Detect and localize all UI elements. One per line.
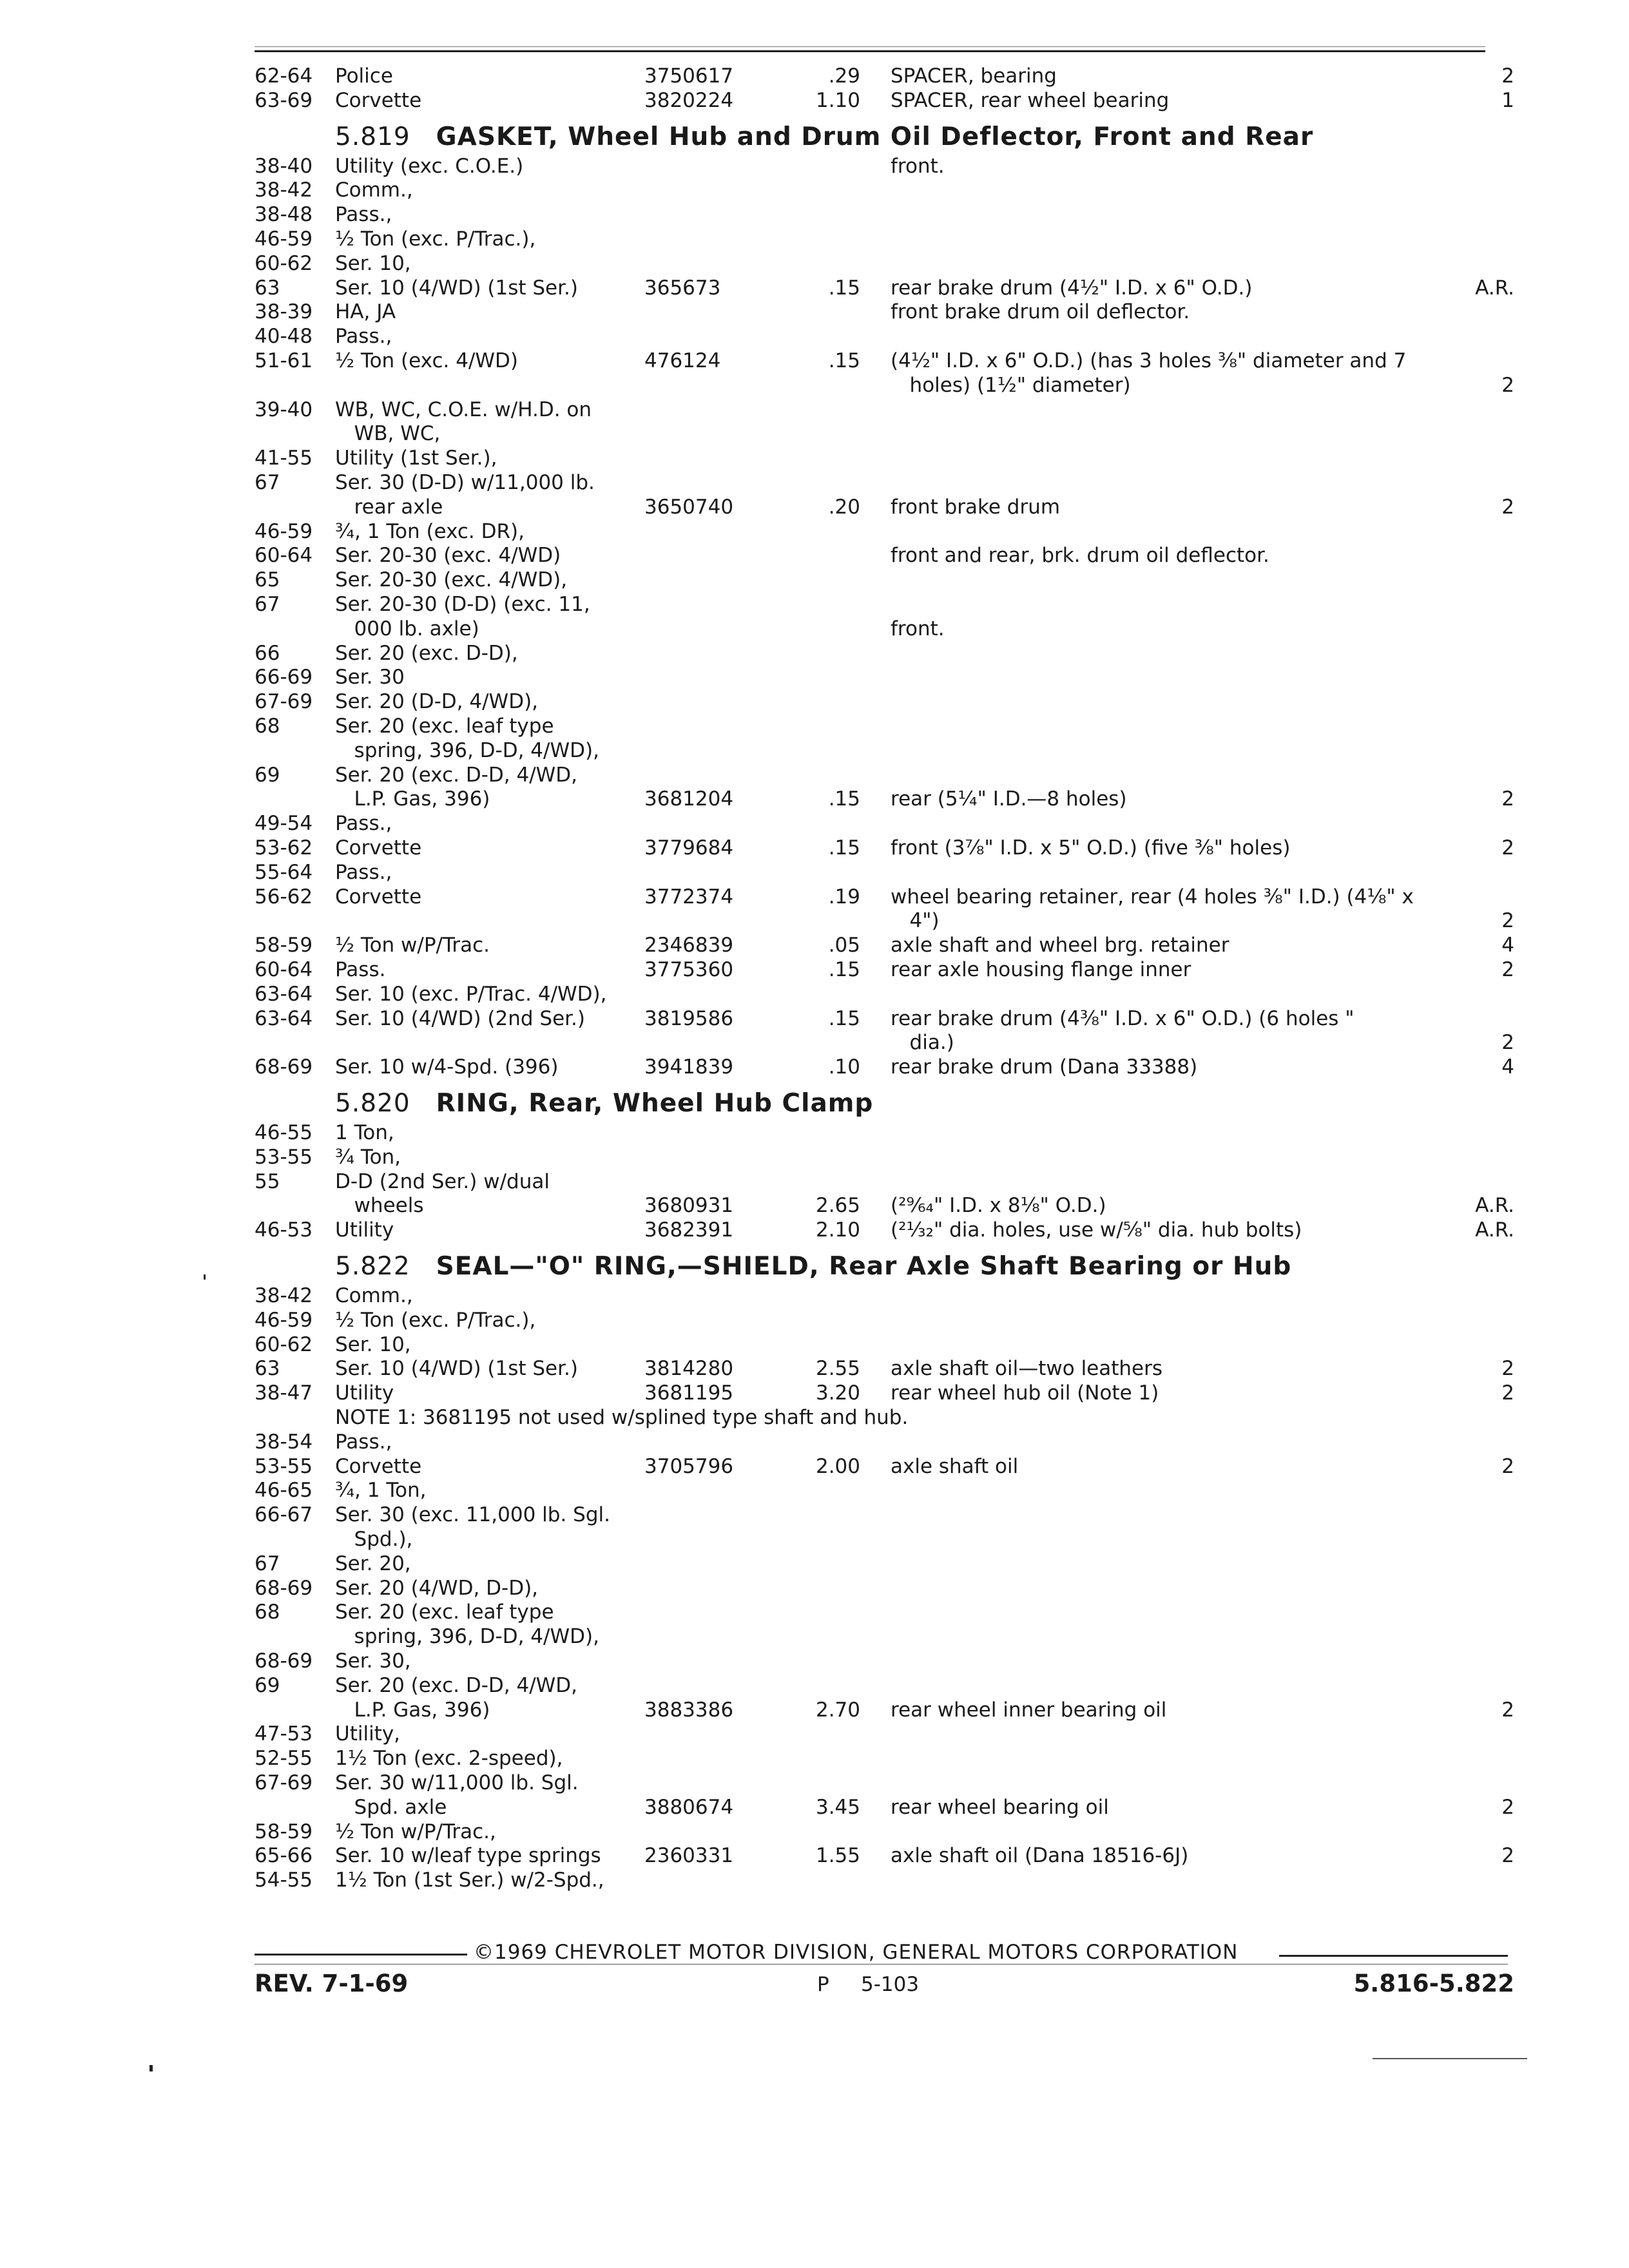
part-description: SPACER, rear wheel bearing <box>891 88 1170 112</box>
model-years: 55-64 <box>255 860 313 884</box>
model-years: 46-65 <box>255 1479 313 1503</box>
part-number: 3883386 <box>644 1698 734 1722</box>
section-heading <box>335 121 1313 153</box>
part-description: rear axle housing flange inner <box>891 958 1191 981</box>
model-years: 46-59 <box>255 1308 313 1332</box>
quantity: A.R. <box>1475 1218 1514 1242</box>
model-application: Utility <box>335 1381 394 1405</box>
model-application: Comm., <box>335 178 413 202</box>
model-years: 56-62 <box>255 885 313 908</box>
model-application: Ser. 30 (exc. 11,000 lb. Sgl. <box>335 1503 610 1527</box>
model-years: 38-54 <box>255 1430 313 1454</box>
model-application: Pass., <box>335 203 392 227</box>
model-application: Ser. 20 (exc. D-D, 4/WD, <box>335 1673 578 1697</box>
model-application: ¾, 1 Ton, <box>335 1479 427 1503</box>
quantity: A.R. <box>1475 276 1514 300</box>
model-application: 1 Ton, <box>335 1121 394 1144</box>
model-application: Ser. 10 (4/WD) (1st Ser.) <box>335 276 578 300</box>
model-application: ½ Ton w/P/Trac. <box>335 934 490 957</box>
part-number: 3814280 <box>644 1357 734 1381</box>
model-application: Ser. 20 (D-D, 4/WD), <box>335 690 539 714</box>
model-application: Utility <box>335 1218 394 1242</box>
model-application: Ser. 30 (D-D) w/11,000 lb. <box>335 471 595 494</box>
part-number: 3820224 <box>644 88 734 112</box>
model-years: 46-59 <box>255 519 313 543</box>
model-application: WB, WC, C.O.E. w/H.D. on <box>335 398 592 421</box>
model-application: Corvette <box>335 88 422 112</box>
model-application: Ser. 20-30 (D-D) (exc. 11, <box>335 593 590 616</box>
part-number: 3681195 <box>644 1381 734 1405</box>
model-application: Ser. 30 w/11,000 lb. Sgl. <box>335 1771 579 1794</box>
section-number: 5.819 <box>335 122 410 151</box>
model-application: Pass., <box>335 1430 392 1454</box>
model-application: ½ Ton w/P/Trac., <box>335 1820 496 1843</box>
model-application: Ser. 20 (exc. D-D), <box>335 641 518 665</box>
list-price: 2.55 <box>815 1357 860 1381</box>
list-price: .05 <box>828 934 860 957</box>
model-application: Utility, <box>335 1722 401 1746</box>
model-years: 38-42 <box>255 1284 313 1307</box>
part-number: 3880674 <box>644 1795 734 1819</box>
quantity: 2 <box>1501 1795 1514 1819</box>
part-description: holes) (1½" diameter) <box>891 373 1131 397</box>
model-application: ½ Ton (exc. P/Trac.), <box>335 227 536 251</box>
model-application: Spd.), <box>335 1528 413 1551</box>
part-description: rear brake drum (4½" I.D. x 6" O.D.) <box>891 276 1253 300</box>
list-price: .10 <box>828 1055 860 1079</box>
part-number: 2360331 <box>644 1844 734 1868</box>
model-application: L.P. Gas, 396) <box>335 1698 490 1722</box>
model-years: 67-69 <box>255 1771 313 1794</box>
list-price: .15 <box>828 276 860 300</box>
list-price: 1.55 <box>815 1844 860 1868</box>
model-application: Ser. 20-30 (exc. 4/WD) <box>335 544 561 568</box>
model-years: 58-59 <box>255 934 313 957</box>
section-heading <box>335 1088 873 1120</box>
model-years: 51-61 <box>255 349 313 372</box>
part-description: (²⁹⁄₆₄" I.D. x 8⅛" O.D.) <box>891 1194 1106 1218</box>
part-number: 3705796 <box>644 1454 734 1478</box>
part-description: rear wheel inner bearing oil <box>891 1698 1167 1722</box>
part-description: rear brake drum (4⅜" I.D. x 6" O.D.) (6 holes " <box>891 1006 1354 1030</box>
quantity: 2 <box>1501 1698 1514 1722</box>
model-application: ½ Ton (exc. 4/WD) <box>335 349 518 372</box>
list-price: .15 <box>828 1006 860 1030</box>
model-application: Corvette <box>335 885 422 908</box>
model-years: 38-47 <box>255 1381 313 1405</box>
model-application: Pass., <box>335 860 392 884</box>
part-number: 365673 <box>644 276 721 300</box>
quantity: 1 <box>1501 88 1514 112</box>
model-years: 58-59 <box>255 1820 313 1843</box>
revision-date: REV. 7-1-69 <box>255 1970 409 1997</box>
model-years: 38-48 <box>255 203 313 227</box>
model-application: WB, WC, <box>335 422 441 446</box>
quantity: 2 <box>1501 787 1514 811</box>
model-application: rear axle <box>335 495 443 519</box>
model-years: 38-42 <box>255 178 313 202</box>
model-years: 52-55 <box>255 1747 313 1771</box>
model-application: 000 lb. axle) <box>335 617 479 640</box>
page-letter: P <box>817 1973 829 1996</box>
section-number: 5.820 <box>335 1089 410 1118</box>
page-number <box>817 1970 919 1999</box>
model-years: 46-59 <box>255 227 313 251</box>
quantity: 2 <box>1501 495 1514 519</box>
part-description: front. <box>891 617 945 640</box>
model-years: 68-69 <box>255 1576 313 1600</box>
model-years: 60-64 <box>255 544 313 568</box>
model-application: Ser. 10 (exc. P/Trac. 4/WD), <box>335 982 607 1006</box>
model-years: 60-64 <box>255 958 313 981</box>
list-price: 2.10 <box>815 1218 860 1242</box>
list-price: .15 <box>828 349 860 372</box>
bottom-edge-rule <box>1373 2058 1527 2059</box>
top-rule <box>255 50 1485 52</box>
top-rule-faint <box>255 46 1485 47</box>
scan-speck <box>204 1274 206 1280</box>
model-years: 47-53 <box>255 1722 313 1746</box>
list-price: .15 <box>828 836 860 860</box>
model-application: Utility (1st Ser.), <box>335 447 497 470</box>
part-description: axle shaft oil (Dana 18516-6J) <box>891 1844 1189 1868</box>
footer-rule-left <box>255 1954 467 1956</box>
part-description: rear wheel bearing oil <box>891 1795 1109 1819</box>
model-years: 62-64 <box>255 64 313 88</box>
section-range: 5.816-5.822 <box>1353 1970 1514 1997</box>
part-description: (²¹⁄₃₂" dia. holes, use w/⅝" dia. hub bolts) <box>891 1218 1302 1242</box>
part-number: 3682391 <box>644 1218 734 1242</box>
model-application: Pass. <box>335 958 386 981</box>
part-description: rear (5¼" I.D.—8 holes) <box>891 787 1127 811</box>
footnote: NOTE 1: 3681195 not used w/splined type shaft and hub. <box>335 1406 909 1429</box>
part-description: rear brake drum (Dana 33388) <box>891 1055 1198 1079</box>
quantity: 2 <box>1501 1357 1514 1381</box>
model-application: Ser. 10, <box>335 1332 411 1356</box>
part-description: axle shaft and wheel brg. retainer <box>891 934 1229 957</box>
model-years: 46-53 <box>255 1218 313 1242</box>
model-years: 54-55 <box>255 1869 313 1892</box>
quantity: 2 <box>1501 1381 1514 1405</box>
model-years: 38-39 <box>255 300 313 324</box>
list-price: .15 <box>828 787 860 811</box>
model-application: Ser. 10 (4/WD) (2nd Ser.) <box>335 1006 585 1030</box>
list-price: 3.20 <box>815 1381 860 1405</box>
model-application: Ser. 10 w/leaf type springs <box>335 1844 601 1868</box>
model-application: spring, 396, D-D, 4/WD), <box>335 738 599 762</box>
model-application: Spd. axle <box>335 1795 447 1819</box>
quantity: 2 <box>1501 64 1514 88</box>
quantity: 4 <box>1501 934 1514 957</box>
quantity: 4 <box>1501 1055 1514 1079</box>
part-description: dia.) <box>891 1031 954 1055</box>
model-application: Ser. 20 (4/WD, D-D), <box>335 1576 539 1600</box>
model-years: 65-66 <box>255 1844 313 1868</box>
model-application: 1½ Ton (1st Ser.) w/2-Spd., <box>335 1869 604 1892</box>
list-price: .19 <box>828 885 860 908</box>
model-application: D-D (2nd Ser.) w/dual <box>335 1169 550 1193</box>
part-description: axle shaft oil—two leathers <box>891 1357 1163 1381</box>
model-years: 63 <box>255 1357 280 1381</box>
quantity: 2 <box>1501 1844 1514 1868</box>
model-years: 67 <box>255 471 280 494</box>
model-application: Corvette <box>335 1454 422 1478</box>
part-number: 2346839 <box>644 934 734 957</box>
part-number: 476124 <box>644 349 721 372</box>
model-years: 66 <box>255 641 280 665</box>
model-application: Pass., <box>335 812 392 836</box>
model-years: 40-48 <box>255 325 313 349</box>
part-number: 3680931 <box>644 1194 734 1218</box>
model-years: 69 <box>255 1673 280 1697</box>
model-years: 46-55 <box>255 1121 313 1144</box>
part-number: 3941839 <box>644 1055 734 1079</box>
model-years: 41-55 <box>255 447 313 470</box>
model-years: 69 <box>255 763 280 787</box>
part-description: front. <box>891 154 945 178</box>
model-years: 66-69 <box>255 666 313 689</box>
model-application: Ser. 20 (exc. leaf type <box>335 1600 554 1624</box>
model-application: Ser. 30 <box>335 666 405 689</box>
scan-speck <box>149 2065 153 2071</box>
part-description: front (3⅞" I.D. x 5" O.D.) (five ⅜" holes) <box>891 836 1291 860</box>
model-application: Ser. 10 (4/WD) (1st Ser.) <box>335 1357 578 1381</box>
model-years: 65 <box>255 568 280 592</box>
footer-bottom-rule <box>255 1964 1508 1965</box>
section-number: 5.822 <box>335 1252 410 1281</box>
model-application: Ser. 20-30 (exc. 4/WD), <box>335 568 568 592</box>
part-description: 4") <box>891 909 940 933</box>
model-years: 49-54 <box>255 812 313 836</box>
model-years: 63-64 <box>255 982 313 1006</box>
model-application: 1½ Ton (exc. 2-speed), <box>335 1747 563 1771</box>
model-years: 68 <box>255 715 280 738</box>
model-years: 66-67 <box>255 1503 313 1527</box>
copyright-line: ©1969 CHEVROLET MOTOR DIVISION, GENERAL MOTORS CORPORATION <box>474 1941 1239 1964</box>
model-application: L.P. Gas, 396) <box>335 787 490 811</box>
section-heading <box>335 1251 1291 1283</box>
part-number: 3779684 <box>644 836 734 860</box>
part-number: 3681204 <box>644 787 734 811</box>
model-application: Police <box>335 64 393 88</box>
model-application: Pass., <box>335 325 392 349</box>
quantity: 2 <box>1501 373 1514 397</box>
model-application: Ser. 10, <box>335 251 411 275</box>
list-price: 2.70 <box>815 1698 860 1722</box>
model-years: 55 <box>255 1169 280 1193</box>
quantity: 2 <box>1501 1031 1514 1055</box>
quantity: 2 <box>1501 958 1514 981</box>
quantity: A.R. <box>1475 1194 1514 1218</box>
model-application: ¾ Ton, <box>335 1145 401 1169</box>
model-years: 63 <box>255 276 280 300</box>
model-years: 68-69 <box>255 1649 313 1673</box>
model-application: wheels <box>335 1194 424 1218</box>
model-application: Corvette <box>335 836 422 860</box>
model-application: Utility (exc. C.O.E.) <box>335 154 524 178</box>
footer-rule-right <box>1279 1955 1508 1957</box>
model-years: 68-69 <box>255 1055 313 1079</box>
part-description: front brake drum oil deflector. <box>891 300 1190 324</box>
list-price: .20 <box>828 495 860 519</box>
part-description: axle shaft oil <box>891 1454 1019 1478</box>
part-description: (4½" I.D. x 6" O.D.) (has 3 holes ⅜" diameter and 7 <box>891 349 1407 372</box>
model-application: Ser. 20 (exc. D-D, 4/WD, <box>335 763 578 787</box>
model-years: 63-69 <box>255 88 313 112</box>
part-number: 3819586 <box>644 1006 734 1030</box>
quantity: 2 <box>1501 836 1514 860</box>
model-years: 67 <box>255 1552 280 1575</box>
section-title: RING, Rear, Wheel Hub Clamp <box>436 1089 874 1118</box>
part-description: rear wheel hub oil (Note 1) <box>891 1381 1159 1405</box>
part-number: 3650740 <box>644 495 734 519</box>
list-price: 3.45 <box>815 1795 860 1819</box>
model-application: Ser. 20, <box>335 1552 411 1575</box>
list-price: .15 <box>828 958 860 981</box>
part-number: 3772374 <box>644 885 734 908</box>
list-price: 2.65 <box>815 1194 860 1218</box>
model-application: Ser. 20 (exc. leaf type <box>335 715 554 738</box>
model-years: 67-69 <box>255 690 313 714</box>
model-years: 53-55 <box>255 1454 313 1478</box>
model-application: Ser. 30, <box>335 1649 411 1673</box>
model-years: 60-62 <box>255 1332 313 1356</box>
section-title: SEAL—"O" RING,—SHIELD, Rear Axle Shaft Bearing or Hub <box>436 1252 1292 1281</box>
part-description: SPACER, bearing <box>891 64 1057 88</box>
model-application: HA, JA <box>335 300 396 324</box>
section-title: GASKET, Wheel Hub and Drum Oil Deflector, Front and Rear <box>436 122 1314 151</box>
model-years: 67 <box>255 593 280 616</box>
model-application: ¾, 1 Ton (exc. DR), <box>335 519 525 543</box>
model-years: 38-40 <box>255 154 313 178</box>
list-price: 2.00 <box>815 1454 860 1478</box>
model-years: 53-62 <box>255 836 313 860</box>
model-application: spring, 396, D-D, 4/WD), <box>335 1625 599 1649</box>
page-number-value: 5-103 <box>860 1973 920 1996</box>
part-description: wheel bearing retainer, rear (4 holes ⅜" I.D.) (4⅛" x <box>891 885 1414 908</box>
model-years: 60-62 <box>255 251 313 275</box>
part-description: front and rear, brk. drum oil deflector. <box>891 544 1269 568</box>
list-price: 1.10 <box>815 88 860 112</box>
model-years: 53-55 <box>255 1145 313 1169</box>
model-application: ½ Ton (exc. P/Trac.), <box>335 1308 536 1332</box>
quantity: 2 <box>1501 1454 1514 1478</box>
quantity: 2 <box>1501 909 1514 933</box>
model-years: 63-64 <box>255 1006 313 1030</box>
model-years: 39-40 <box>255 398 313 421</box>
part-number: 3775360 <box>644 958 734 981</box>
model-years: 68 <box>255 1600 280 1624</box>
model-application: Comm., <box>335 1284 413 1307</box>
part-number: 3750617 <box>644 64 734 88</box>
list-price: .29 <box>828 64 860 88</box>
part-description: front brake drum <box>891 495 1061 519</box>
model-application: Ser. 10 w/4-Spd. (396) <box>335 1055 559 1079</box>
